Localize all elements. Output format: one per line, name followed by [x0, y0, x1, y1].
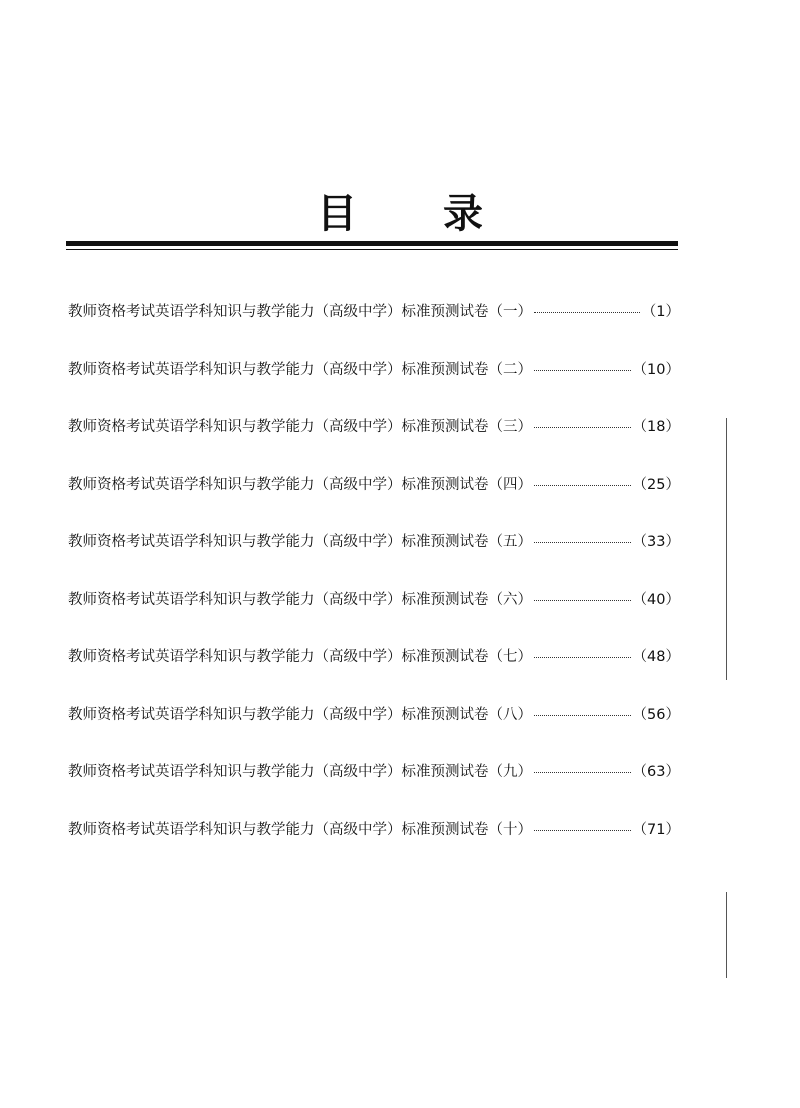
toc-entry-6[interactable]	[68, 590, 680, 648]
toc-entry-title: 教师资格考试英语学科知识与教学能力（高级中学）标准预测试卷（八）	[68, 706, 532, 723]
toc-entry-title: 教师资格考试英语学科知识与教学能力（高级中学）标准预测试卷（九）	[68, 764, 532, 780]
toc-entry-title: 教师资格考试英语学科知识与教学能力（高级中学）标准预测试卷（十）	[68, 821, 532, 838]
toc-page-number: （40）	[632, 591, 680, 608]
toc-entry-2[interactable]	[68, 360, 680, 418]
toc-entry-7[interactable]	[68, 647, 680, 705]
toc-dot-leader	[534, 417, 631, 428]
toc-entry-4[interactable]	[68, 475, 680, 533]
toc-page-number: （48）	[632, 649, 680, 665]
toc-entry-title: 教师资格考试英语学科知识与教学能力（高级中学）标准预测试卷（五）	[68, 534, 532, 550]
toc-dot-leader	[534, 820, 631, 831]
toc-page-number: （71）	[632, 821, 680, 838]
toc-dot-leader	[534, 360, 631, 371]
scan-margin-line-lower	[726, 892, 727, 978]
toc-entry-9[interactable]	[68, 762, 680, 820]
toc-dot-leader	[534, 705, 631, 716]
scan-margin-line-upper	[726, 418, 727, 680]
toc-entry-3[interactable]	[68, 417, 680, 475]
toc-entry-title: 教师资格考试英语学科知识与教学能力（高级中学）标准预测试卷（二）	[68, 361, 532, 378]
toc-page-number: （18）	[632, 419, 680, 435]
toc-page-number: （63）	[632, 764, 680, 780]
toc-entry-title: 教师资格考试英语学科知识与教学能力（高级中学）标准预测试卷（三）	[68, 419, 532, 435]
toc-entry-1[interactable]	[68, 302, 680, 360]
toc-entry-title: 教师资格考试英语学科知识与教学能力（高级中学）标准预测试卷（四）	[68, 476, 532, 493]
toc-dot-leader	[534, 647, 631, 658]
toc-page-number: （25）	[632, 476, 680, 493]
toc-entry-title: 教师资格考试英语学科知识与教学能力（高级中学）标准预测试卷（七）	[68, 649, 532, 665]
toc-dot-leader	[534, 302, 640, 313]
toc-page-number: （56）	[632, 706, 680, 723]
page-title: 目 录	[317, 191, 519, 237]
toc-entry-title: 教师资格考试英语学科知识与教学能力（高级中学）标准预测试卷（一）	[68, 304, 532, 320]
toc-page-number: （10）	[632, 361, 680, 378]
title-rule-thin	[66, 249, 678, 250]
toc-entry-8[interactable]	[68, 705, 680, 763]
toc-page-number: （1）	[641, 304, 680, 320]
toc-dot-leader	[534, 762, 631, 773]
table-of-contents	[68, 302, 680, 877]
toc-dot-leader	[534, 532, 631, 543]
toc-dot-leader	[534, 475, 631, 486]
toc-entry-10[interactable]	[68, 820, 680, 878]
title-double-rule	[66, 241, 678, 253]
toc-page-number: （33）	[632, 534, 680, 550]
toc-entry-5[interactable]	[68, 532, 680, 590]
toc-entry-title: 教师资格考试英语学科知识与教学能力（高级中学）标准预测试卷（六）	[68, 591, 532, 608]
title-rule-thick	[66, 241, 678, 246]
toc-dot-leader	[534, 590, 631, 601]
